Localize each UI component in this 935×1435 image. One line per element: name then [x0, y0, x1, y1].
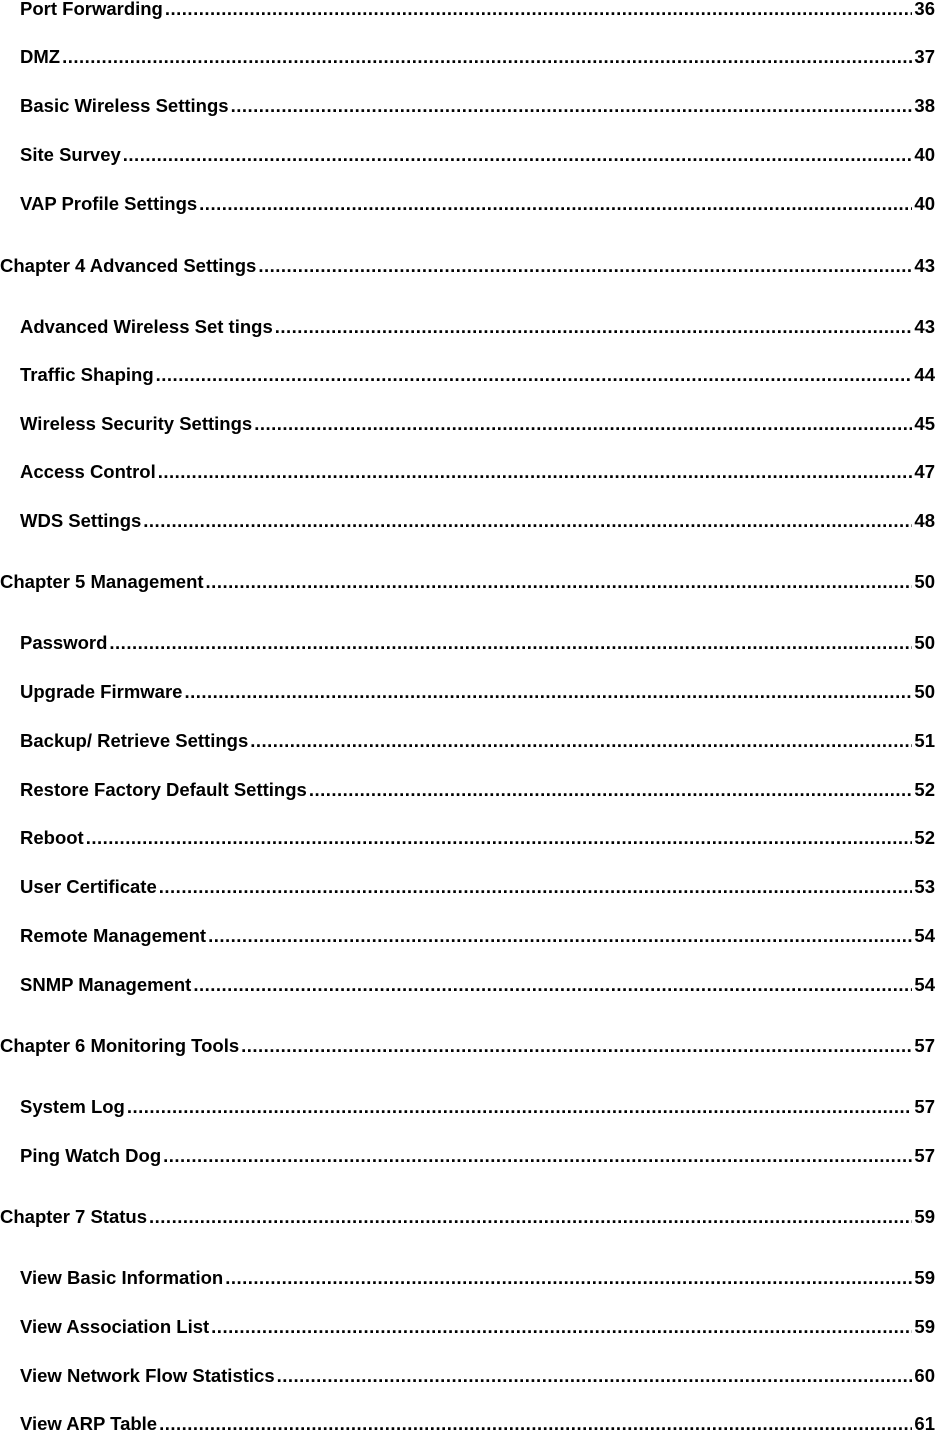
toc-page-number: 40	[914, 144, 935, 165]
toc-page-number: 45	[914, 413, 935, 434]
toc-section-entry[interactable]	[20, 1096, 935, 1118]
toc-dot-leader	[211, 1316, 912, 1338]
toc-page-number: 52	[914, 779, 935, 800]
toc-entry-title: Chapter 6 Monitoring Tools	[0, 1035, 240, 1056]
toc-entry-title: Chapter 7 Status	[0, 1206, 148, 1227]
toc-entry-title: View Network Flow Statistics	[20, 1365, 275, 1386]
toc-page-number: 40	[914, 193, 935, 214]
toc-page-number: 54	[914, 974, 935, 995]
toc-dot-leader	[109, 632, 912, 654]
toc-section-entry[interactable]	[20, 1267, 935, 1289]
toc-entry-title: Access Control	[20, 461, 156, 482]
toc-page-number: 50	[914, 632, 935, 653]
toc-chapter-entry[interactable]	[0, 255, 935, 277]
toc-page-number: 38	[914, 95, 935, 116]
toc-entry-title: Port Forwarding	[20, 0, 163, 19]
toc-entry-title: Chapter 5 Management	[0, 571, 204, 592]
toc-dot-leader	[184, 681, 912, 703]
toc-section-entry[interactable]	[20, 681, 935, 703]
toc-dot-leader	[149, 1206, 912, 1228]
toc-section-entry[interactable]	[20, 0, 935, 20]
toc-dot-leader	[208, 925, 912, 947]
toc-section-entry[interactable]	[20, 925, 935, 947]
toc-page-number: 61	[914, 1413, 935, 1434]
toc-dot-leader	[163, 1145, 912, 1167]
toc-dot-leader	[156, 364, 913, 386]
toc-entry-title: WDS Settings	[20, 510, 142, 531]
toc-section-entry[interactable]	[20, 144, 935, 166]
toc-section-entry[interactable]	[20, 46, 935, 68]
toc-page-number: 59	[914, 1267, 935, 1288]
toc-dot-leader	[143, 510, 912, 532]
toc-page-number: 44	[914, 364, 935, 385]
toc-page-number: 48	[914, 510, 935, 531]
toc-entry-title: Remote Management	[20, 925, 207, 946]
toc-section-entry[interactable]	[20, 1413, 935, 1435]
toc-section-entry[interactable]	[20, 1316, 935, 1338]
toc-section-entry[interactable]	[20, 316, 935, 338]
toc-dot-leader	[123, 144, 913, 166]
toc-dot-leader	[231, 95, 913, 117]
toc-dot-leader	[275, 316, 913, 338]
toc-dot-leader	[258, 255, 912, 277]
toc-page-number: 51	[914, 730, 935, 751]
toc-section-entry[interactable]	[20, 1365, 935, 1387]
toc-entry-title: View Basic Information	[20, 1267, 224, 1288]
toc-entry-title: Upgrade Firmware	[20, 681, 183, 702]
toc-page-number: 43	[914, 316, 935, 337]
toc-dot-leader	[193, 974, 912, 996]
toc-page-number: 47	[914, 461, 935, 482]
toc-entry-title: System Log	[20, 1096, 125, 1117]
toc-section-entry[interactable]	[20, 974, 935, 996]
toc-dot-leader	[62, 46, 912, 68]
toc-entry-title: User Certificate	[20, 876, 157, 897]
toc-page-number: 53	[914, 876, 935, 897]
toc-page-number: 57	[914, 1096, 935, 1117]
toc-page-number: 57	[914, 1145, 935, 1166]
toc-section-entry[interactable]	[20, 461, 935, 483]
toc-section-entry[interactable]	[20, 876, 935, 898]
toc-section-entry[interactable]	[20, 1145, 935, 1167]
toc-entry-title: DMZ	[20, 46, 61, 67]
toc-page-number: 36	[914, 0, 935, 19]
toc-section-entry[interactable]	[20, 95, 935, 117]
toc-page-number: 50	[914, 681, 935, 702]
toc-dot-leader	[86, 827, 913, 849]
toc-entry-title: VAP Profile Settings	[20, 193, 198, 214]
toc-entry-title: Backup/ Retrieve Settings	[20, 730, 249, 751]
toc-page-number: 59	[914, 1316, 935, 1337]
toc-dot-leader	[165, 0, 913, 20]
toc-dot-leader	[277, 1365, 913, 1387]
toc-chapter-entry[interactable]	[0, 571, 935, 593]
toc-dot-leader	[241, 1035, 912, 1057]
toc-section-entry[interactable]	[20, 632, 935, 654]
toc-entry-title: View Association List	[20, 1316, 210, 1337]
toc-entry-title: Site Survey	[20, 144, 121, 165]
toc-entry-title: Traffic Shaping	[20, 364, 154, 385]
toc-dot-leader	[127, 1096, 913, 1118]
toc-entry-title: Advanced Wireless Set tings	[20, 316, 273, 337]
toc-entry-title: Restore Factory Default Settings	[20, 779, 307, 800]
toc-page-number: 54	[914, 925, 935, 946]
toc-chapter-entry[interactable]	[0, 1035, 935, 1057]
toc-page-number: 43	[914, 255, 935, 276]
toc-dot-leader	[159, 1413, 912, 1435]
toc-section-entry[interactable]	[20, 730, 935, 752]
toc-page-number: 37	[914, 46, 935, 67]
toc-entry-title: View ARP Table	[20, 1413, 158, 1434]
toc-dot-leader	[254, 413, 912, 435]
toc-entry-title: Chapter 4 Advanced Settings	[0, 255, 257, 276]
toc-entry-title: Reboot	[20, 827, 84, 848]
toc-page-number: 60	[914, 1365, 935, 1386]
toc-dot-leader	[158, 461, 913, 483]
toc-section-entry[interactable]	[20, 413, 935, 435]
toc-dot-leader	[225, 1267, 912, 1289]
toc-section-entry[interactable]	[20, 779, 935, 801]
toc-chapter-entry[interactable]	[0, 1206, 935, 1228]
toc-entry-title: Wireless Security Settings	[20, 413, 253, 434]
toc-page-number: 59	[914, 1206, 935, 1227]
toc-dot-leader	[199, 193, 912, 215]
toc-section-entry[interactable]	[20, 193, 935, 215]
toc-dot-leader	[159, 876, 913, 898]
toc-section-entry[interactable]	[20, 510, 935, 532]
toc-entry-title: Basic Wireless Settings	[20, 95, 229, 116]
toc-entry-title: SNMP Management	[20, 974, 192, 995]
toc-dot-leader	[250, 730, 912, 752]
toc-entry-title: Password	[20, 632, 108, 653]
toc-dot-leader	[206, 571, 913, 593]
toc-section-entry[interactable]	[20, 364, 935, 386]
toc-dot-leader	[309, 779, 913, 801]
toc-page-number: 57	[914, 1035, 935, 1056]
toc-entry-title: Ping Watch Dog	[20, 1145, 162, 1166]
toc-page-number: 52	[914, 827, 935, 848]
toc-section-entry[interactable]	[20, 827, 935, 849]
toc-page-number: 50	[914, 571, 935, 592]
